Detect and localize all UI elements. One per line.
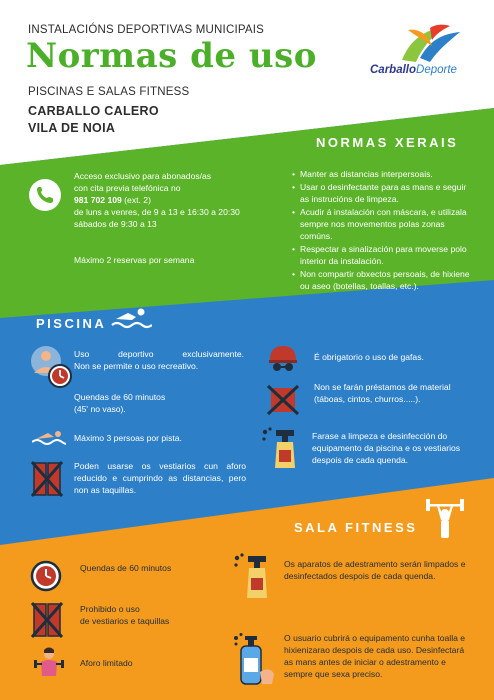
logo-word-deporte: Deporte <box>416 64 457 76</box>
goggles-mandatory: É obrigatorio o uso de gafas. <box>314 352 424 362</box>
bather-icon <box>30 345 74 389</box>
opening-hours-weekdays: de luns a venres, de 9 a 13 e 16:30 a 20:30 <box>74 207 240 217</box>
pool-changing-rooms: Poden usarse os vestiarios cun aforo reducido e cumprindo as distancias, pero non as taquillas. <box>74 461 246 495</box>
section-title-general: NORMAS XERAIS <box>316 135 459 150</box>
gym-towel-hygiene: O usuario cubrirá o equipamento cunha toalla e hixienizarao despois de cada uso. Desinfectará as mans antes de iniciar o adestramento e sempre que sexa preciso. <box>284 633 466 679</box>
list-item: • Non compartir obxectos persoais, de hixiene ou aseo (botellas, toallas, etc.). <box>300 268 472 292</box>
lane-swimmer-icon <box>32 428 66 448</box>
gym-equipment-cleaning: Os aparatos de adestramento serán limpados e desinfectados despois de cada quenda. <box>284 559 466 581</box>
section-title-pool: PISCINA <box>36 316 107 331</box>
swimmer-icon <box>110 305 152 331</box>
venue-1: CARBALLO CALERO <box>28 104 159 118</box>
person-dumbbells-icon <box>32 646 66 684</box>
gym-lockers-prohibited: Prohibido o uso <box>80 604 140 614</box>
page-title: Normas de uso <box>26 36 317 76</box>
pool-slot-duration: Quendas de 60 minutos <box>74 392 166 402</box>
swim-cap-goggles-icon <box>266 344 300 372</box>
pool-slot-note: (45' no vaso). <box>74 404 126 414</box>
org-line: INSTALACIÓNS DEPORTIVAS MUNICIPAIS <box>28 24 264 36</box>
general-rules-list <box>291 168 472 293</box>
list-item: • Manter as distancias interpersoais. <box>300 168 472 180</box>
opening-hours-saturday: sábados de 9:30 a 13 <box>74 219 157 229</box>
no-equipment-loan-icon <box>266 384 300 416</box>
disinfectant-spray-icon <box>260 426 300 470</box>
list-item: • Respectar a sinalización para moverse polo interior da instalación. <box>300 243 472 267</box>
gym-slot-duration: Quendas de 60 minutos <box>80 563 172 573</box>
no-lockers-icon <box>30 460 64 498</box>
max-per-lane: Máximo 3 persoas por pista. <box>74 433 182 443</box>
access-line-2: con cita previa telefónica no <box>74 183 181 193</box>
no-lockers-icon <box>30 601 64 639</box>
pool-cleaning: Farase a limpeza e desinfección do equipamento da piscina e os vestiarios despois de cada quenda. <box>312 431 461 465</box>
carballo-deporte-logo <box>370 22 480 82</box>
venue-2: VILA DE NOIA <box>28 121 116 135</box>
phone-number: 981 702 109 <box>74 195 122 205</box>
list-item: • Usar o desinfectante para as mans e seguir as instrucións de limpeza. <box>300 181 472 205</box>
gym-lockers-detail: de vestiarios e taquillas <box>80 616 170 626</box>
gym-capacity-limited: Aforo limitado <box>80 658 133 668</box>
no-recreational-use: Non se permite o uso recreativo. <box>74 361 199 371</box>
disinfectant-spray-icon <box>232 552 272 600</box>
logo-word-carballo: Carballo <box>370 64 417 76</box>
section-title-gym: SALA FITNESS <box>294 520 418 535</box>
access-line-1: Acceso exclusivo para abonados/as <box>74 171 212 181</box>
max-reservations: Máximo 2 reservas por semana <box>74 255 195 265</box>
clock-icon <box>30 560 62 592</box>
no-equipment-loans: Non se farán préstamos de material (táboas, cintos, churros.....). <box>314 382 451 404</box>
sport-use-only: Uso deportivo exclusivamente. <box>74 349 244 359</box>
subtitle: PISCINAS E SALAS FITNESS <box>28 86 190 98</box>
weightlifter-icon <box>425 496 465 540</box>
leaf-logo-icon <box>394 22 464 64</box>
list-item: • Acudir á instalación con máscara, e utilizala sempre nos movementos polas zonas comúns. <box>300 206 472 242</box>
hand-sanitizer-icon <box>232 632 276 686</box>
phone-icon <box>28 178 62 212</box>
phone-extension: (ext. 2) <box>121 195 151 205</box>
